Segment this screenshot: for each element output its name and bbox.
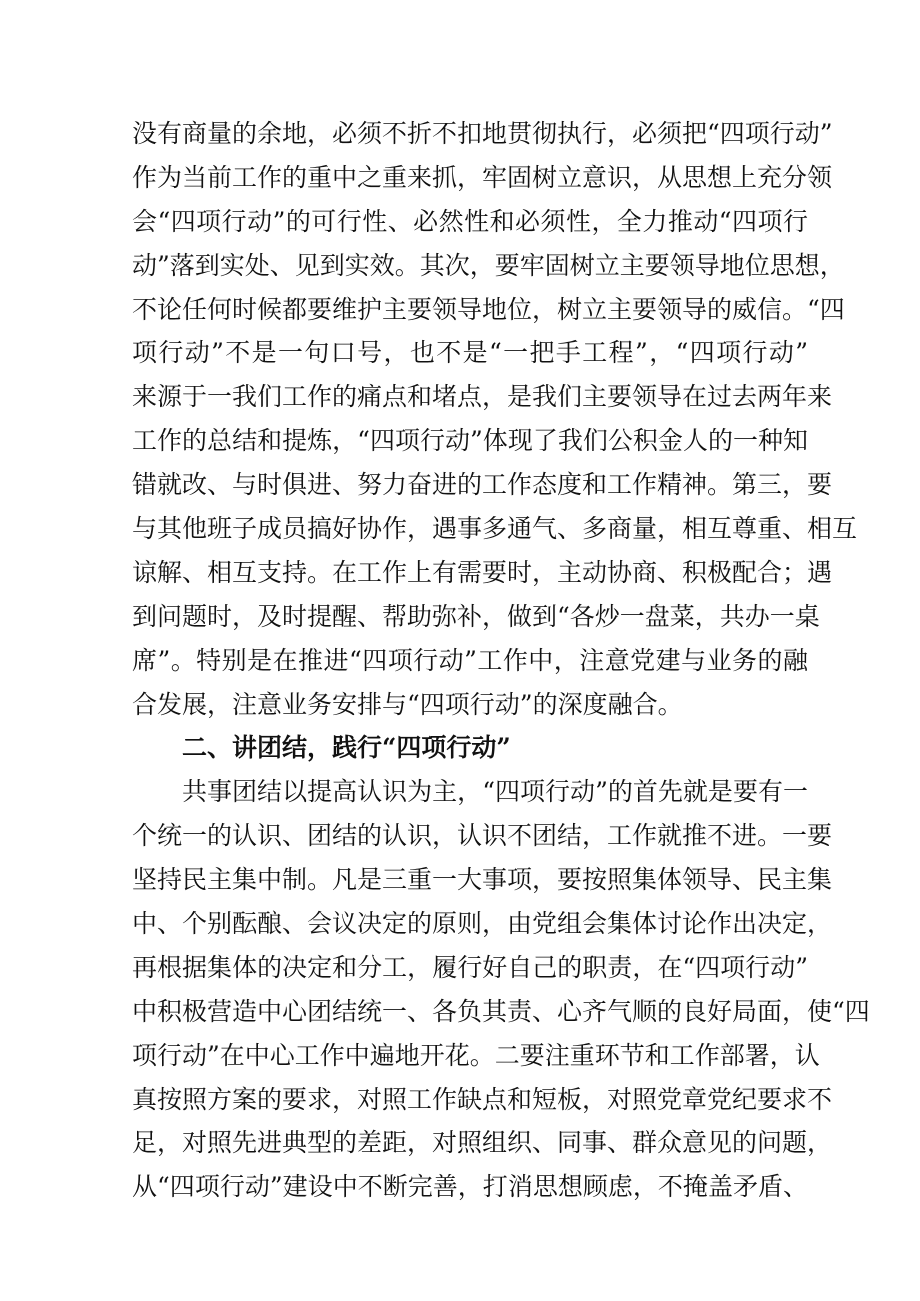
text-line: 到问题时，及时提醒、帮助弥补，做到“各炒一盘菜，共办一桌 — [132, 601, 820, 631]
text-line: 作为当前工作的重中之重来抓，牢固树立意识，从思想上充分领 — [132, 162, 833, 192]
text-line: 坚持民主集中制。凡是三重一大事项，要按照集体领导、民主集 — [132, 865, 833, 895]
paragraph-1 — [132, 112, 858, 726]
text-line: 从“四项行动”建设中不断完善，打消思想顾虑，不掩盖矛盾、 — [132, 1172, 808, 1202]
text-line: 足，对照先进典型的差距，对照组织、同事、群众意见的问题， — [132, 1128, 833, 1158]
text-line: 工作的总结和提炼，“四项行动”体现了我们公积金人的一种知 — [132, 426, 808, 456]
text-line: 项行动”在中心工作中遍地开花。二要注重环节和工作部署，认 — [132, 1040, 820, 1070]
text-line: 来源于一我们工作的痛点和堵点，是我们主要领导在过去两年来 — [132, 382, 833, 412]
text-line: 会“四项行动”的可行性、必然性和必须性，全力推动“四项行 — [132, 206, 808, 236]
text-line: 席”。特别是在推进“四项行动”工作中，注意党建与业务的融 — [132, 645, 808, 675]
text-line: 项行动”不是一句口号，也不是“一把手工程”，“四项行动” — [132, 338, 808, 368]
document-body — [132, 112, 870, 1209]
text-line: 与其他班子成员搞好协作，遇事多通气、多商量，相互尊重、相互 — [132, 514, 858, 544]
paragraph-2 — [132, 770, 870, 1209]
text-line: 不论任何时候都要维护主要领导地位，树立主要领导的威信。“四 — [132, 294, 845, 324]
text-line: 错就改、与时俱进、努力奋进的工作态度和工作精神。第三，要 — [132, 470, 833, 500]
text-line: 共事团结以提高认识为主，“四项行动”的首先就是要有一 — [182, 777, 808, 807]
text-line: 动”落到实处、见到实效。其次，要牢固树立主要领导地位思想， — [132, 250, 845, 280]
text-line: 没有商量的余地，必须不折不扣地贯彻执行，必须把“四项行动” — [132, 119, 833, 148]
text-line: 合发展，注意业务安排与“四项行动”的深度融合。 — [132, 689, 683, 719]
section-heading: 二、讲团结，践行“四项行动” — [182, 733, 511, 763]
text-line: 谅解、相互支持。在工作上有需要时，主动协商、积极配合；遇 — [132, 557, 833, 587]
text-line: 中、个别酝酿、会议决定的原则，由党组会集体讨论作出决定， — [132, 909, 833, 939]
text-line: 真按照方案的要求，对照工作缺点和短板，对照党章党纪要求不 — [132, 1084, 833, 1114]
text-line: 中积极营造中心团结统一、各负其责、心齐气顺的良好局面，使“四 — [132, 996, 870, 1026]
text-line: 个统一的认识、团结的认识，认识不团结，工作就推不进。一要 — [132, 821, 833, 851]
text-line: 再根据集体的决定和分工，履行好自己的职责，在“四项行动” — [132, 952, 808, 982]
